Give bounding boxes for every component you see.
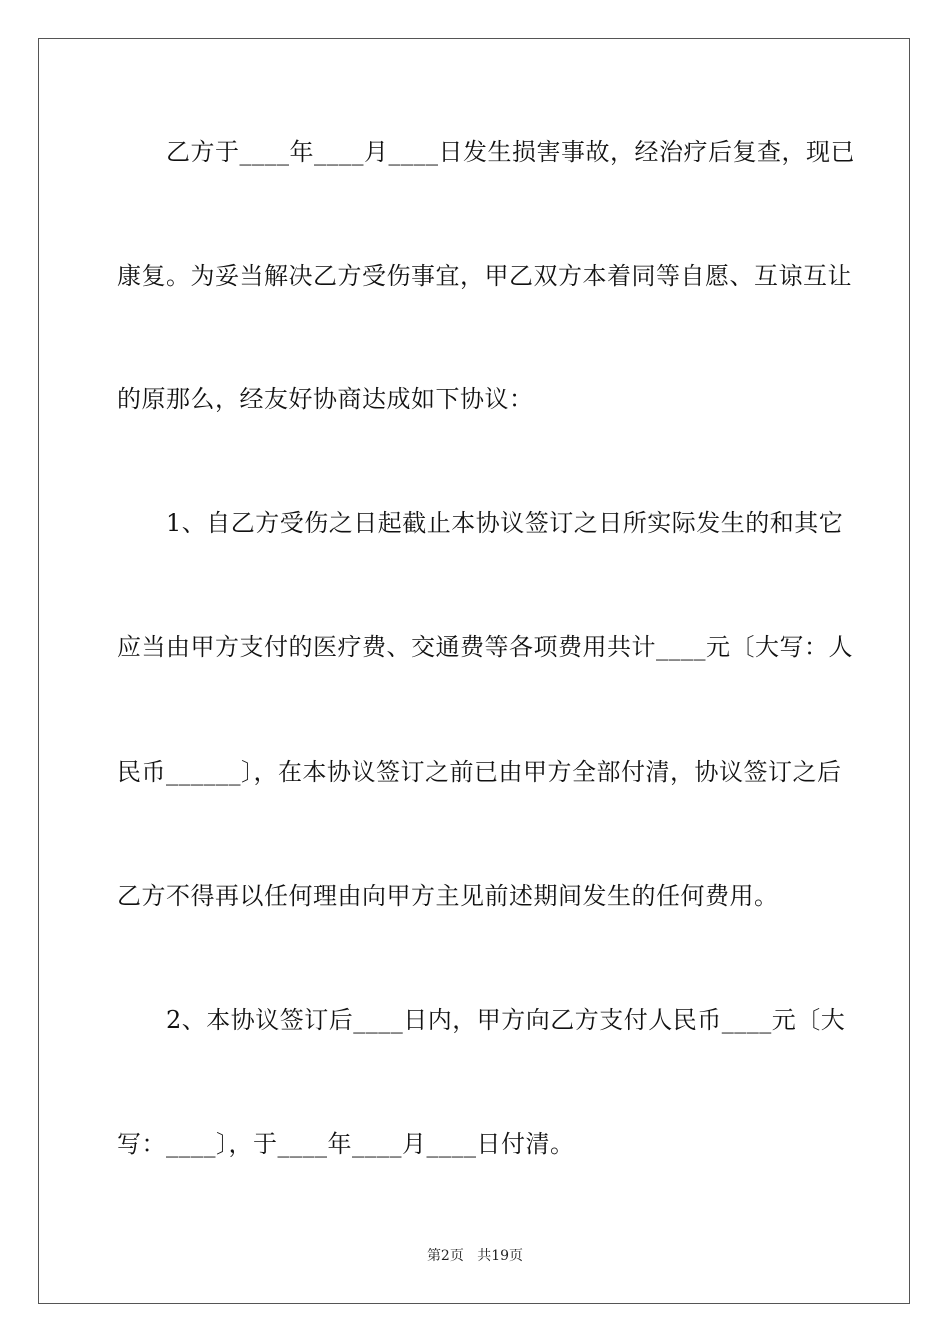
page-frame <box>38 38 910 1304</box>
page-total: 共19页 <box>477 1248 524 1264</box>
body-line-1: 乙方于____年____月____日发生损害事故，经治疗后复查，现已 <box>117 138 855 166</box>
body-line-8: 2、本协议签订后____日内，甲方向乙方支付人民币____元〔大 <box>117 1006 846 1034</box>
body-line-9: 写：____〕，于____年____月____日付清。 <box>117 1130 575 1158</box>
page-number: 第2页 <box>426 1248 464 1264</box>
body-line-6: 民币______〕，在本协议签订之前已由甲方全部付清，协议签订之后 <box>117 758 842 786</box>
page-footer <box>0 1246 950 1266</box>
body-line-3: 的原那么，经友好协商达成如下协议： <box>117 385 534 413</box>
body-line-5: 应当由甲方支付的医疗费、交通费等各项费用共计____元〔大写：人 <box>117 633 853 661</box>
body-line-2: 康复。为妥当解决乙方受伤事宜，甲乙双方本着同等自愿、互谅互让 <box>117 262 852 290</box>
body-line-7: 乙方不得再以任何理由向甲方主见前述期间发生的任何费用。 <box>117 882 779 910</box>
body-line-4: 1、自乙方受伤之日起截止本协议签订之日所实际发生的和其它 <box>117 509 844 537</box>
